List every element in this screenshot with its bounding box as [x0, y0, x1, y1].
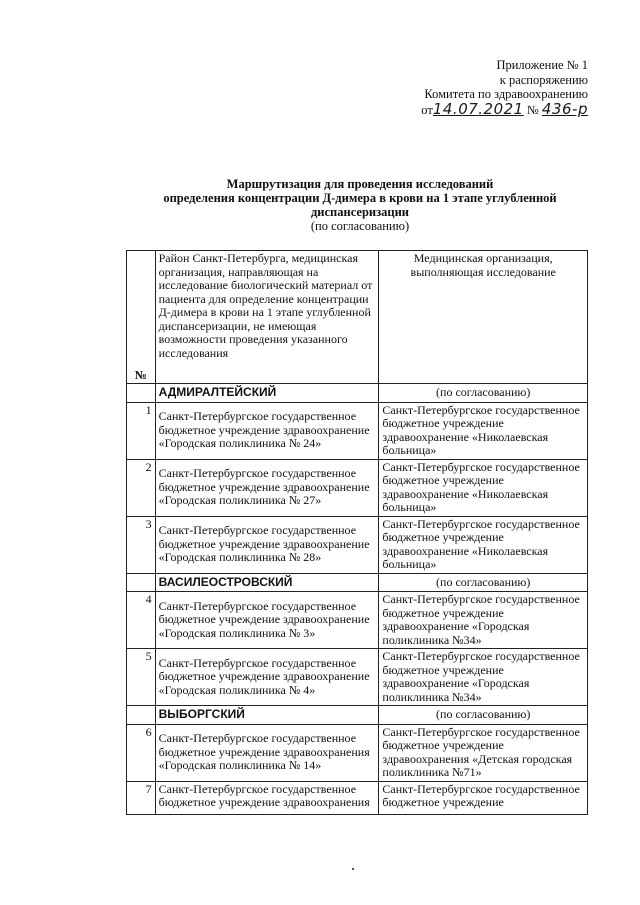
table-row [127, 724, 588, 781]
document-title [150, 177, 570, 233]
table-row [127, 459, 588, 516]
appendix-block [421, 58, 588, 117]
performing-organization: Санкт-Петербургское государственное бюджетное учреждение здравоохранение «Николаевская больница» [379, 459, 588, 516]
row-number: 1 [127, 402, 156, 459]
performing-organization: Санкт-Петербургское государственное бюджетное учреждение здравоохранения «Детская городская поликлиника №71» [379, 724, 588, 781]
district-note: (по согласованию) [379, 706, 588, 725]
performing-organization: Санкт-Петербургское государственное бюджетное учреждение здравоохранение «Городская поликлиника №34» [379, 649, 588, 706]
row-number: 5 [127, 649, 156, 706]
date-prefix: от [421, 102, 433, 117]
title-line-1: Маршрутизация для проведения исследований [226, 177, 494, 191]
title-line-2: определения концентрации Д-димера в крови на 1 этапе углубленной [163, 191, 557, 205]
referring-organization: Санкт-Петербургское государственное бюджетное учреждение здравоохранение «Городская поликлиника № 27» [155, 459, 379, 516]
district-num-cell [127, 706, 156, 725]
district-note: (по согласованию) [379, 573, 588, 592]
district-row [127, 573, 588, 592]
referring-organization: Санкт-Петербургское государственное бюджетное учреждение здравоохранение «Городская поликлиника № 24» [155, 402, 379, 459]
performing-organization: Санкт-Петербургское государственное бюджетное учреждение здравоохранение «Николаевская больница» [379, 402, 588, 459]
row-number: 2 [127, 459, 156, 516]
title-line-4: (по согласованию) [310, 219, 410, 233]
table-row [127, 592, 588, 649]
row-number: 7 [127, 781, 156, 814]
header-num: № [127, 251, 156, 384]
header-to: Медицинская организация, выполняющая исследование [379, 251, 588, 384]
district-num-cell [127, 573, 156, 592]
referring-organization: Санкт-Петербургское государственное бюджетное учреждение здравоохранение «Городская поликлиника № 4» [155, 649, 379, 706]
table-row [127, 402, 588, 459]
table-row [127, 649, 588, 706]
appendix-date-line [421, 99, 588, 118]
district-name: АДМИРАЛТЕЙСКИЙ [155, 384, 379, 403]
table-row [127, 516, 588, 573]
header-from: Район Санкт-Петербурга, медицинская организация, направляющая на исследование биологический материал от пациента для определение концентрации Д-димера в крови на 1 этапе углубленной диспансеризации, не имеющая возможности проведения указанного исследования [155, 251, 379, 384]
district-name: ВЫБОРГСКИЙ [155, 706, 379, 725]
appendix-line-1: Приложение № 1 [496, 58, 588, 72]
row-number: 6 [127, 724, 156, 781]
table-header-row [127, 251, 588, 384]
number-prefix: № [526, 102, 539, 117]
row-number: 3 [127, 516, 156, 573]
referring-organization: Санкт-Петербургское государственное бюджетное учреждение здравоохранение «Городская поликлиника № 28» [155, 516, 379, 573]
routing-table [126, 250, 588, 815]
district-name: ВАСИЛЕОСТРОВСКИЙ [155, 573, 379, 592]
performing-organization: Санкт-Петербургское государственное бюджетное учреждение [379, 781, 588, 814]
district-row [127, 706, 588, 725]
title-line-3: диспансеризации [310, 205, 409, 219]
scan-speck [352, 868, 354, 870]
referring-organization: Санкт-Петербургское государственное бюджетное учреждение здравоохранения «Городская поликлиника № 14» [155, 724, 379, 781]
referring-organization: Санкт-Петербургское государственное бюджетное учреждение здравоохранения [155, 781, 379, 814]
number-value: 436-р [541, 99, 588, 118]
district-row [127, 384, 588, 403]
date-value: 14.07.2021 [432, 99, 524, 118]
performing-organization: Санкт-Петербургское государственное бюджетное учреждение здравоохранение «Городская поликлиника №34» [379, 592, 588, 649]
table-row [127, 781, 588, 814]
appendix-line-2: к распоряжению [499, 72, 588, 87]
referring-organization: Санкт-Петербургское государственное бюджетное учреждение здравоохранение «Городская поликлиника № 3» [155, 592, 379, 649]
appendix-line-3: Комитета по здравоохранению [424, 87, 588, 101]
performing-organization: Санкт-Петербургское государственное бюджетное учреждение здравоохранение «Николаевская больница» [379, 516, 588, 573]
district-num-cell [127, 384, 156, 403]
district-note: (по согласованию) [379, 384, 588, 403]
row-number: 4 [127, 592, 156, 649]
